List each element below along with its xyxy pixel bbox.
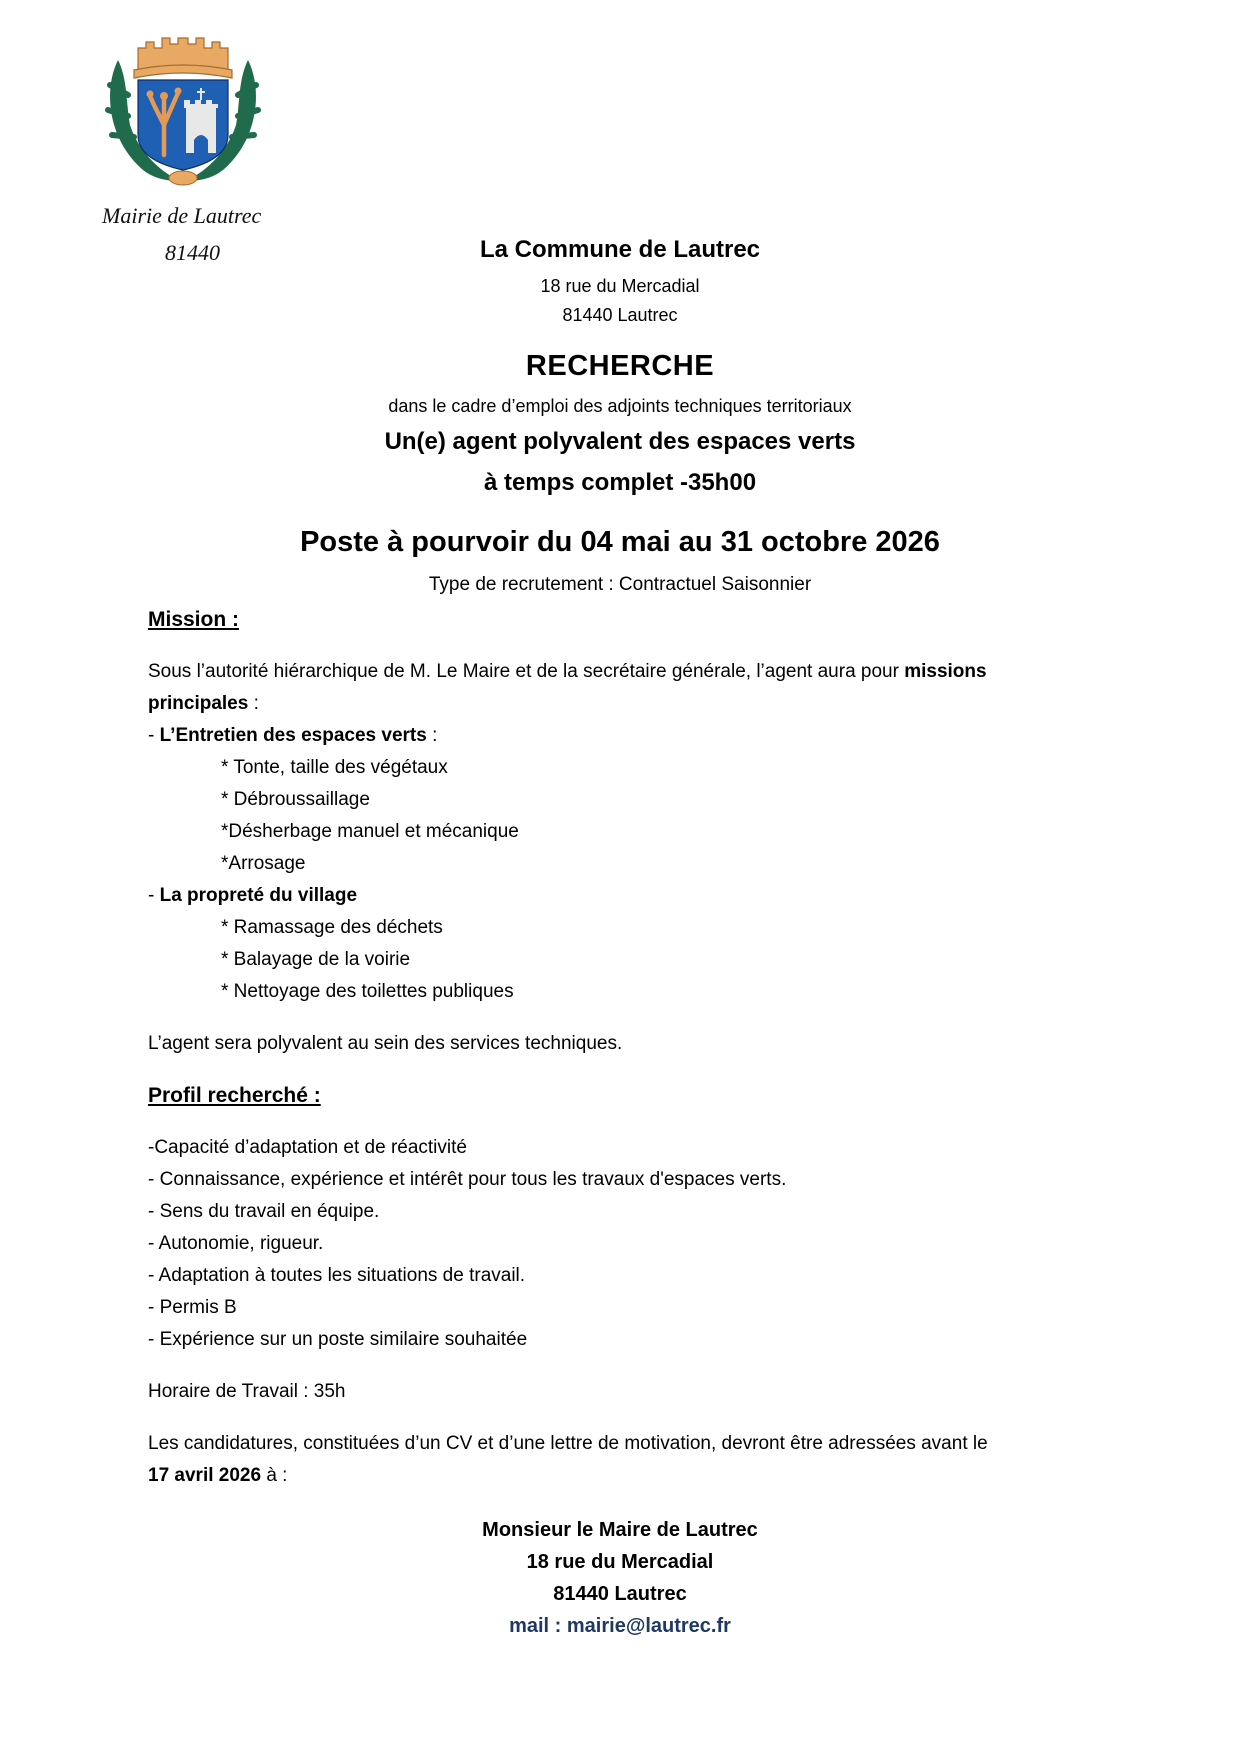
profile-item: - Sens du travail en équipe.	[148, 1201, 380, 1222]
list-item: * Tonte, taille des végétaux	[221, 757, 448, 778]
profile-item: - Autonomie, rigueur.	[148, 1233, 324, 1254]
working-schedule: Horaire de Travail : 35h	[148, 1381, 346, 1402]
employment-framework: dans le cadre d’emploi des adjoints techniques territoriaux	[388, 396, 852, 416]
group-title: L’Entretien des espaces verts	[159, 725, 427, 746]
mission-intro-text: Sous l’autorité hiérarchique de M. Le Maire et de la secrétaire générale, l’agent aura pour	[148, 661, 905, 682]
group-suffix: :	[426, 725, 438, 746]
contact-mail-line	[0, 1610, 1240, 1642]
list-item: *Arrosage	[221, 853, 306, 874]
list-item: *Désherbage manuel et mécanique	[221, 821, 519, 842]
mission-heading: Mission :	[148, 608, 240, 631]
application-text: Les candidatures, constituées d’un CV et d’une lettre de motivation, devront être adressées avant le	[148, 1433, 988, 1454]
address-line-1: 18 rue du Mercadial	[540, 276, 700, 296]
post-period: Poste à pourvoir du 04 mai au 31 octobre 2026	[300, 526, 940, 558]
post-working-time: à temps complet -35h00	[483, 469, 757, 496]
contact-address-line-1: 18 rue du Mercadial	[526, 1551, 714, 1573]
group-title: La propreté du village	[159, 885, 358, 906]
list-item: * Nettoyage des toilettes publiques	[221, 981, 514, 1002]
post-title: Un(e) agent polyvalent des espaces verts	[384, 428, 856, 455]
list-item: * Balayage de la voirie	[221, 949, 411, 970]
mission-intro-bold-principales: principales	[148, 693, 249, 714]
recruitment-type: Type de recrutement : Contractuel Saisonnier	[428, 574, 812, 595]
profile-item: - Expérience sur un poste similaire souhaitée	[148, 1329, 528, 1350]
contact-address-line-2: 81440 Lautrec	[553, 1583, 687, 1605]
profile-item: - Adaptation à toutes les situations de travail.	[148, 1265, 526, 1286]
application-deadline-suffix: à :	[261, 1465, 288, 1486]
application-deadline: 17 avril 2026	[148, 1465, 262, 1486]
mail-label: mail :	[509, 1615, 567, 1637]
mission-intro-continued	[148, 688, 259, 720]
crest-caption-zip: 81440	[165, 240, 220, 265]
crest-caption-name: Mairie de Lautrec	[102, 203, 262, 228]
group-prefix: -	[148, 885, 160, 906]
organization-name: La Commune de Lautrec	[479, 236, 761, 263]
group-prefix: -	[148, 725, 160, 746]
profile-heading: Profil recherché :	[148, 1084, 321, 1107]
list-item: * Débroussaillage	[221, 789, 370, 810]
mission-intro	[148, 656, 987, 688]
profile-item: - Permis B	[148, 1297, 237, 1318]
mission-closing: L’agent sera polyvalent au sein des services techniques.	[148, 1033, 623, 1054]
profile-item: - Connaissance, expérience et intérêt pour tous les travaux d'espaces verts.	[148, 1169, 787, 1190]
application-deadline-line	[148, 1460, 287, 1492]
lautrec-coat-of-arms-icon	[98, 30, 268, 200]
contact-recipient: Monsieur le Maire de Lautrec	[482, 1519, 758, 1541]
mission-intro-colon: :	[248, 693, 259, 714]
mission-group-title	[148, 880, 357, 912]
address-line-2: 81440 Lautrec	[562, 305, 678, 325]
list-item: * Ramassage des déchets	[221, 917, 443, 938]
profile-item: -Capacité d’adaptation et de réactivité	[148, 1137, 467, 1158]
mail-link[interactable]: mairie@lautrec.fr	[566, 1615, 731, 1637]
mission-intro-bold-missions: missions	[904, 661, 987, 682]
mission-group-title	[148, 720, 437, 752]
recherche-title: RECHERCHE	[525, 350, 715, 382]
